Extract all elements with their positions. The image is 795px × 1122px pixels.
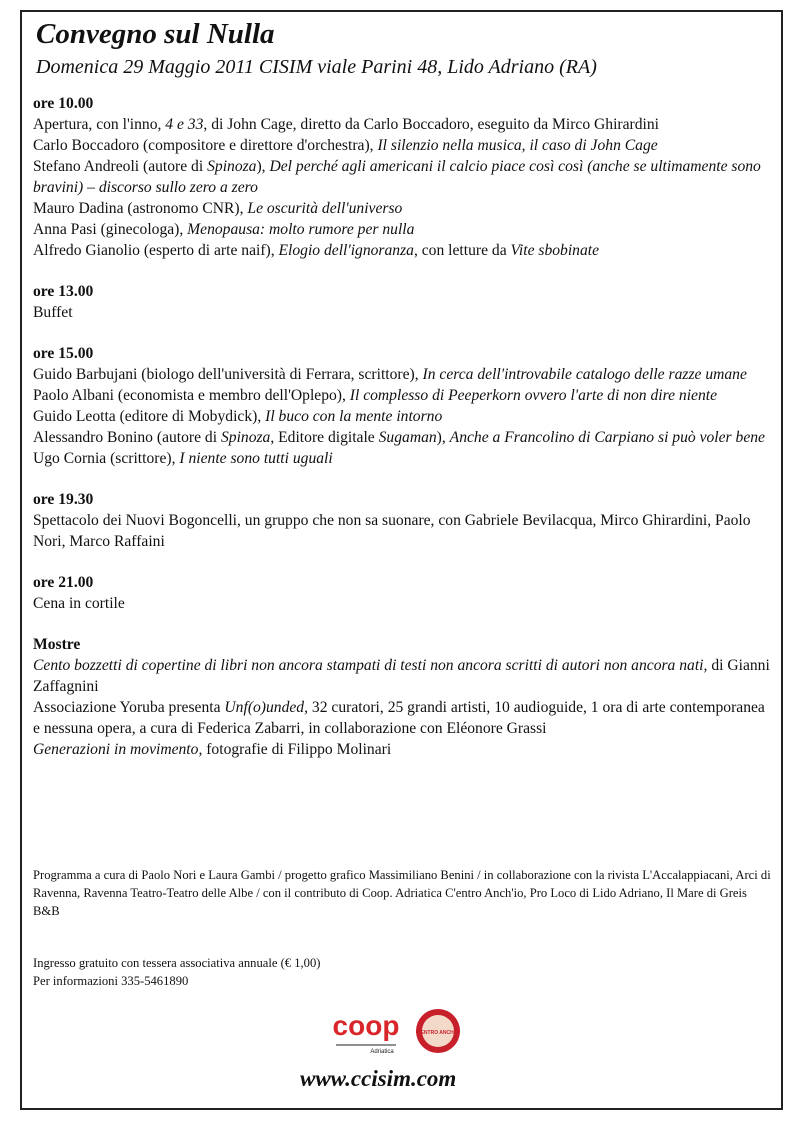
- program-entry: [33, 156, 773, 198]
- entry-title: Elogio dell'ignoranza: [278, 242, 414, 259]
- program-entry: [33, 302, 773, 323]
- entry-title: 4 e 33: [165, 116, 204, 133]
- section-heading: Mostre: [33, 636, 81, 653]
- entry-title: Spinoza: [207, 158, 257, 175]
- program-entry: [33, 448, 773, 469]
- program-entry: [33, 364, 773, 385]
- program-section: [33, 343, 773, 469]
- program-section: [33, 93, 773, 261]
- program-entry: [33, 739, 773, 760]
- website-link[interactable]: www.ccisim.com: [300, 1066, 457, 1091]
- program-entry: [33, 510, 773, 552]
- admission-info: [33, 954, 320, 990]
- section-heading: ore 19.30: [33, 491, 94, 508]
- entry-title: Sugaman: [378, 429, 437, 446]
- entry-title: Del perché agli americani il calcio piace così così (anche se ultimamente sono bravini) – discorso sullo zero a zero: [33, 158, 761, 196]
- centro-anchio-badge: [416, 1009, 461, 1053]
- entry-title: I niente sono tutti uguali: [179, 450, 333, 467]
- entry-text: ),: [256, 158, 270, 175]
- program-entry: [33, 593, 773, 614]
- program-entry: [33, 198, 773, 219]
- program-entry: [33, 219, 773, 240]
- program-section: [33, 489, 773, 552]
- entry-title: Menopausa: molto rumore per nulla: [187, 221, 415, 238]
- entry-text: Apertura, con l'inno,: [33, 116, 166, 133]
- coop-logo-subtitle: Adriatica: [370, 1049, 394, 1055]
- entry-title: Cento bozzetti di copertine di libri non ancora stampati di testi non ancora scritti di autori non ancora nati,: [33, 657, 708, 674]
- section-heading: ore 15.00: [33, 345, 94, 362]
- entry-text: di Gianni Zaffagnini: [33, 657, 770, 695]
- entry-title: Vite sbobinate: [510, 242, 600, 259]
- program-entry: [33, 114, 773, 135]
- program-entry: [33, 655, 773, 697]
- entry-title: Il buco con la mente intorno: [265, 408, 443, 425]
- entry-title: Spinoza: [220, 429, 271, 446]
- section-heading: ore 13.00: [33, 283, 94, 300]
- contact-info: Per informazioni 335-5461890: [33, 974, 189, 988]
- entry-title: Il silenzio nella musica, il caso di John Cage: [377, 137, 658, 154]
- admission-text: Ingresso gratuito con tessera associativa annuale (€ 1,00): [33, 956, 321, 970]
- entry-title: Generazioni in movimento,: [33, 741, 203, 758]
- entry-text: , di John Cage, diretto da Carlo Boccadoro, eseguito da Mirco Ghirardini: [203, 116, 659, 133]
- entry-text: Alessandro Bonino (autore di: [33, 429, 221, 446]
- program-entry: [33, 406, 773, 427]
- page-title: Convegno sul Nulla: [36, 18, 275, 50]
- entry-text: Spettacolo dei Nuovi Bogoncelli, un gruppo che non sa suonare, con Gabriele Bevilacqua, Mirco Ghirardini, Paolo Nori, Marco Raffaini: [33, 512, 751, 550]
- coop-logo-text: coop: [332, 1010, 400, 1041]
- program-entry: [33, 427, 773, 448]
- program-section: [33, 281, 773, 323]
- entry-text: fotografie di Filippo Molinari: [202, 741, 392, 758]
- entry-title: Il complesso di Peeperkorn ovvero l'arte di non dire niente: [349, 387, 718, 404]
- entry-text: Paolo Albani (economista e membro dell'Oplepo),: [33, 387, 350, 404]
- entry-text: ),: [436, 429, 450, 446]
- program-entry: [33, 385, 773, 406]
- program-entry: [33, 135, 773, 156]
- entry-text: Stefano Andreoli (autore di: [33, 158, 208, 175]
- entry-text: Cena in cortile: [33, 595, 125, 612]
- entry-text: Anna Pasi (ginecologa),: [33, 221, 188, 238]
- entry-text: 32 curatori, 25 grandi artisti, 10 audioguide, 1 ora di arte contemporanea e nessuna opera, a cura di Federica Zabarri, in collaborazione con Eléonore Grassi: [33, 699, 765, 737]
- program-entry: [33, 240, 773, 261]
- entry-text: Guido Barbujani (biologo dell'università di Ferrara, scrittore),: [33, 366, 423, 383]
- entry-text: Carlo Boccadoro (compositore e direttore d'orchestra),: [33, 137, 378, 154]
- program-section: [33, 572, 773, 614]
- entry-text: Buffet: [33, 304, 73, 321]
- entry-title: Unf(o)unded,: [224, 699, 309, 716]
- section-heading: ore 21.00: [33, 574, 94, 591]
- entry-text: Mauro Dadina (astronomo CNR),: [33, 200, 248, 217]
- program-section: [33, 634, 773, 760]
- event-date-location: Domenica 29 Maggio 2011 CISIM viale Parini 48, Lido Adriano (RA): [36, 56, 597, 78]
- entry-text: Guido Leotta (editore di Mobydick),: [33, 408, 266, 425]
- sponsor-logos: [330, 1005, 470, 1061]
- section-heading: ore 10.00: [33, 95, 94, 112]
- badge-text: C'ENTRO ANCH'IO: [415, 1030, 461, 1036]
- entry-text: Associazione Yoruba presenta: [33, 699, 225, 716]
- entry-text: , con letture da: [413, 242, 511, 259]
- entry-text: Ugo Cornia (scrittore),: [33, 450, 180, 467]
- program-entry: [33, 697, 773, 739]
- coop-logo: [333, 1010, 400, 1055]
- entry-title: In cerca dell'introvabile catalogo delle razze umane: [422, 366, 747, 383]
- program-content: [33, 93, 773, 780]
- entry-title: Anche a Francolino di Carpiano si può voler bene: [449, 429, 765, 446]
- entry-title: Le oscurità dell'universo: [247, 200, 403, 217]
- entry-text: Alfredo Gianolio (esperto di arte naif),: [33, 242, 279, 259]
- entry-text: , Editore digitale: [270, 429, 379, 446]
- credits-text: Programma a cura di Paolo Nori e Laura Gambi / progetto grafico Massimiliano Benini / in collaborazione con la rivista L'Accalappiacani, Arci di Ravenna, Ravenna Teatro-Teatro delle Albe / con il contributo di Coop. Adriatica C'entro Anch'io, Pro Loco di Lido Adriano, Il Mare di Greis B&B: [33, 868, 771, 918]
